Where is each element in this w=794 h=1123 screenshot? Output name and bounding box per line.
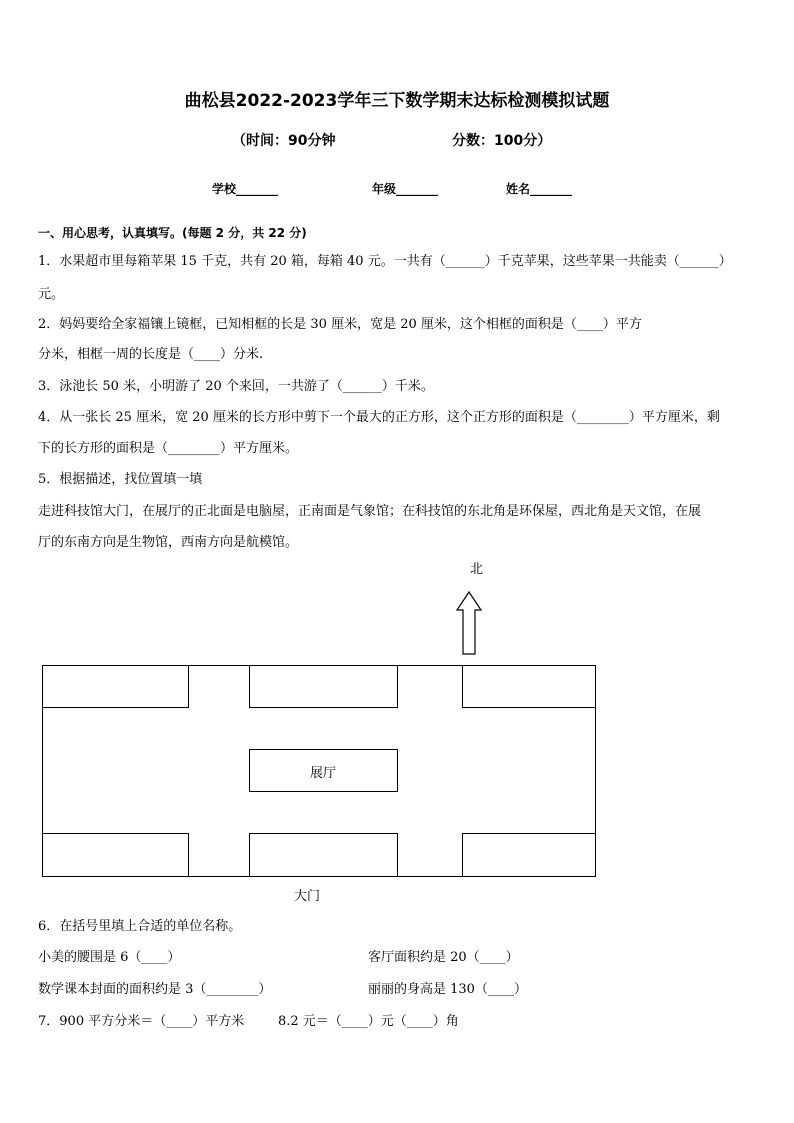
question-4-line-1: 4．从一张长 25 厘米，宽 20 厘米的长方形中剪下一个最大的正方形，这个正方形的面积是（________）平方厘米，剩: [38, 410, 720, 425]
room-southeast: [462, 833, 596, 877]
exam-score: 分数：100分）: [452, 133, 552, 149]
name-field: 姓名_______: [506, 182, 573, 196]
room-northwest: [42, 665, 189, 708]
exhibition-hall-label: 展厅: [310, 766, 337, 781]
question-1-line-1: 1．水果超市里每箱苹果 15 千克，共有 20 箱，每箱 40 元。一共有（______）千克苹果，这些苹果一共能卖（______）: [38, 254, 732, 269]
question-5-line-1: 5．根据描述，找位置填一填: [38, 472, 203, 487]
gate-label: 大门: [294, 889, 321, 904]
school-field: 学校_______: [212, 182, 279, 196]
exam-time: （时间：90分钟: [232, 133, 336, 149]
room-southwest: [42, 833, 189, 877]
grade-field: 年级_______: [372, 182, 439, 196]
north-arrow-icon: [455, 590, 483, 656]
question-7-b: 8.2 元＝（____）元（____）角: [278, 1014, 459, 1029]
room-north: [249, 665, 398, 708]
room-northeast: [462, 665, 596, 708]
question-6-a: 小美的腰围是 6（____）: [38, 950, 181, 965]
question-2-line-2: 分米，相框一周的长度是（____）分米.: [38, 347, 264, 362]
question-6-c: 数学课本封面的面积约是 3（________）: [38, 982, 272, 997]
question-3: 3．泳池长 50 米，小明游了 20 个来回，一共游了（______）千米。: [38, 379, 434, 394]
question-6-line-1: 6．在括号里填上合适的单位名称。: [38, 919, 242, 934]
question-6-b: 客厅面积约是 20（____）: [368, 950, 519, 965]
room-south: [249, 833, 398, 877]
question-4-line-2: 下的长方形的面积是（________）平方厘米。: [38, 441, 299, 456]
north-label: 北: [470, 562, 484, 577]
section-heading: 一、用心思考，认真填写。(每题 2 分，共 22 分): [38, 226, 307, 240]
question-5-line-2: 走进科技馆大门，在展厅的正北面是电脑屋，正南面是气象馆；在科技馆的东北角是环保屋，西北角是天文馆，在展: [38, 504, 702, 519]
question-7-a: 7．900 平方分米＝（____）平方米: [38, 1014, 245, 1029]
question-1-line-2: 元。: [38, 287, 65, 302]
question-6-d: 丽丽的身高是 130（____）: [368, 982, 527, 997]
question-5-line-3: 厅的东南方向是生物馆，西南方向是航模馆。: [38, 535, 299, 550]
question-2-line-1: 2．妈妈要给全家福镶上镜框，已知相框的长是 30 厘米，宽是 20 厘米，这个相框的面积是（____）平方: [38, 317, 642, 332]
exam-title: 曲松县2022-2023学年三下数学期末达标检测模拟试题: [184, 91, 610, 111]
